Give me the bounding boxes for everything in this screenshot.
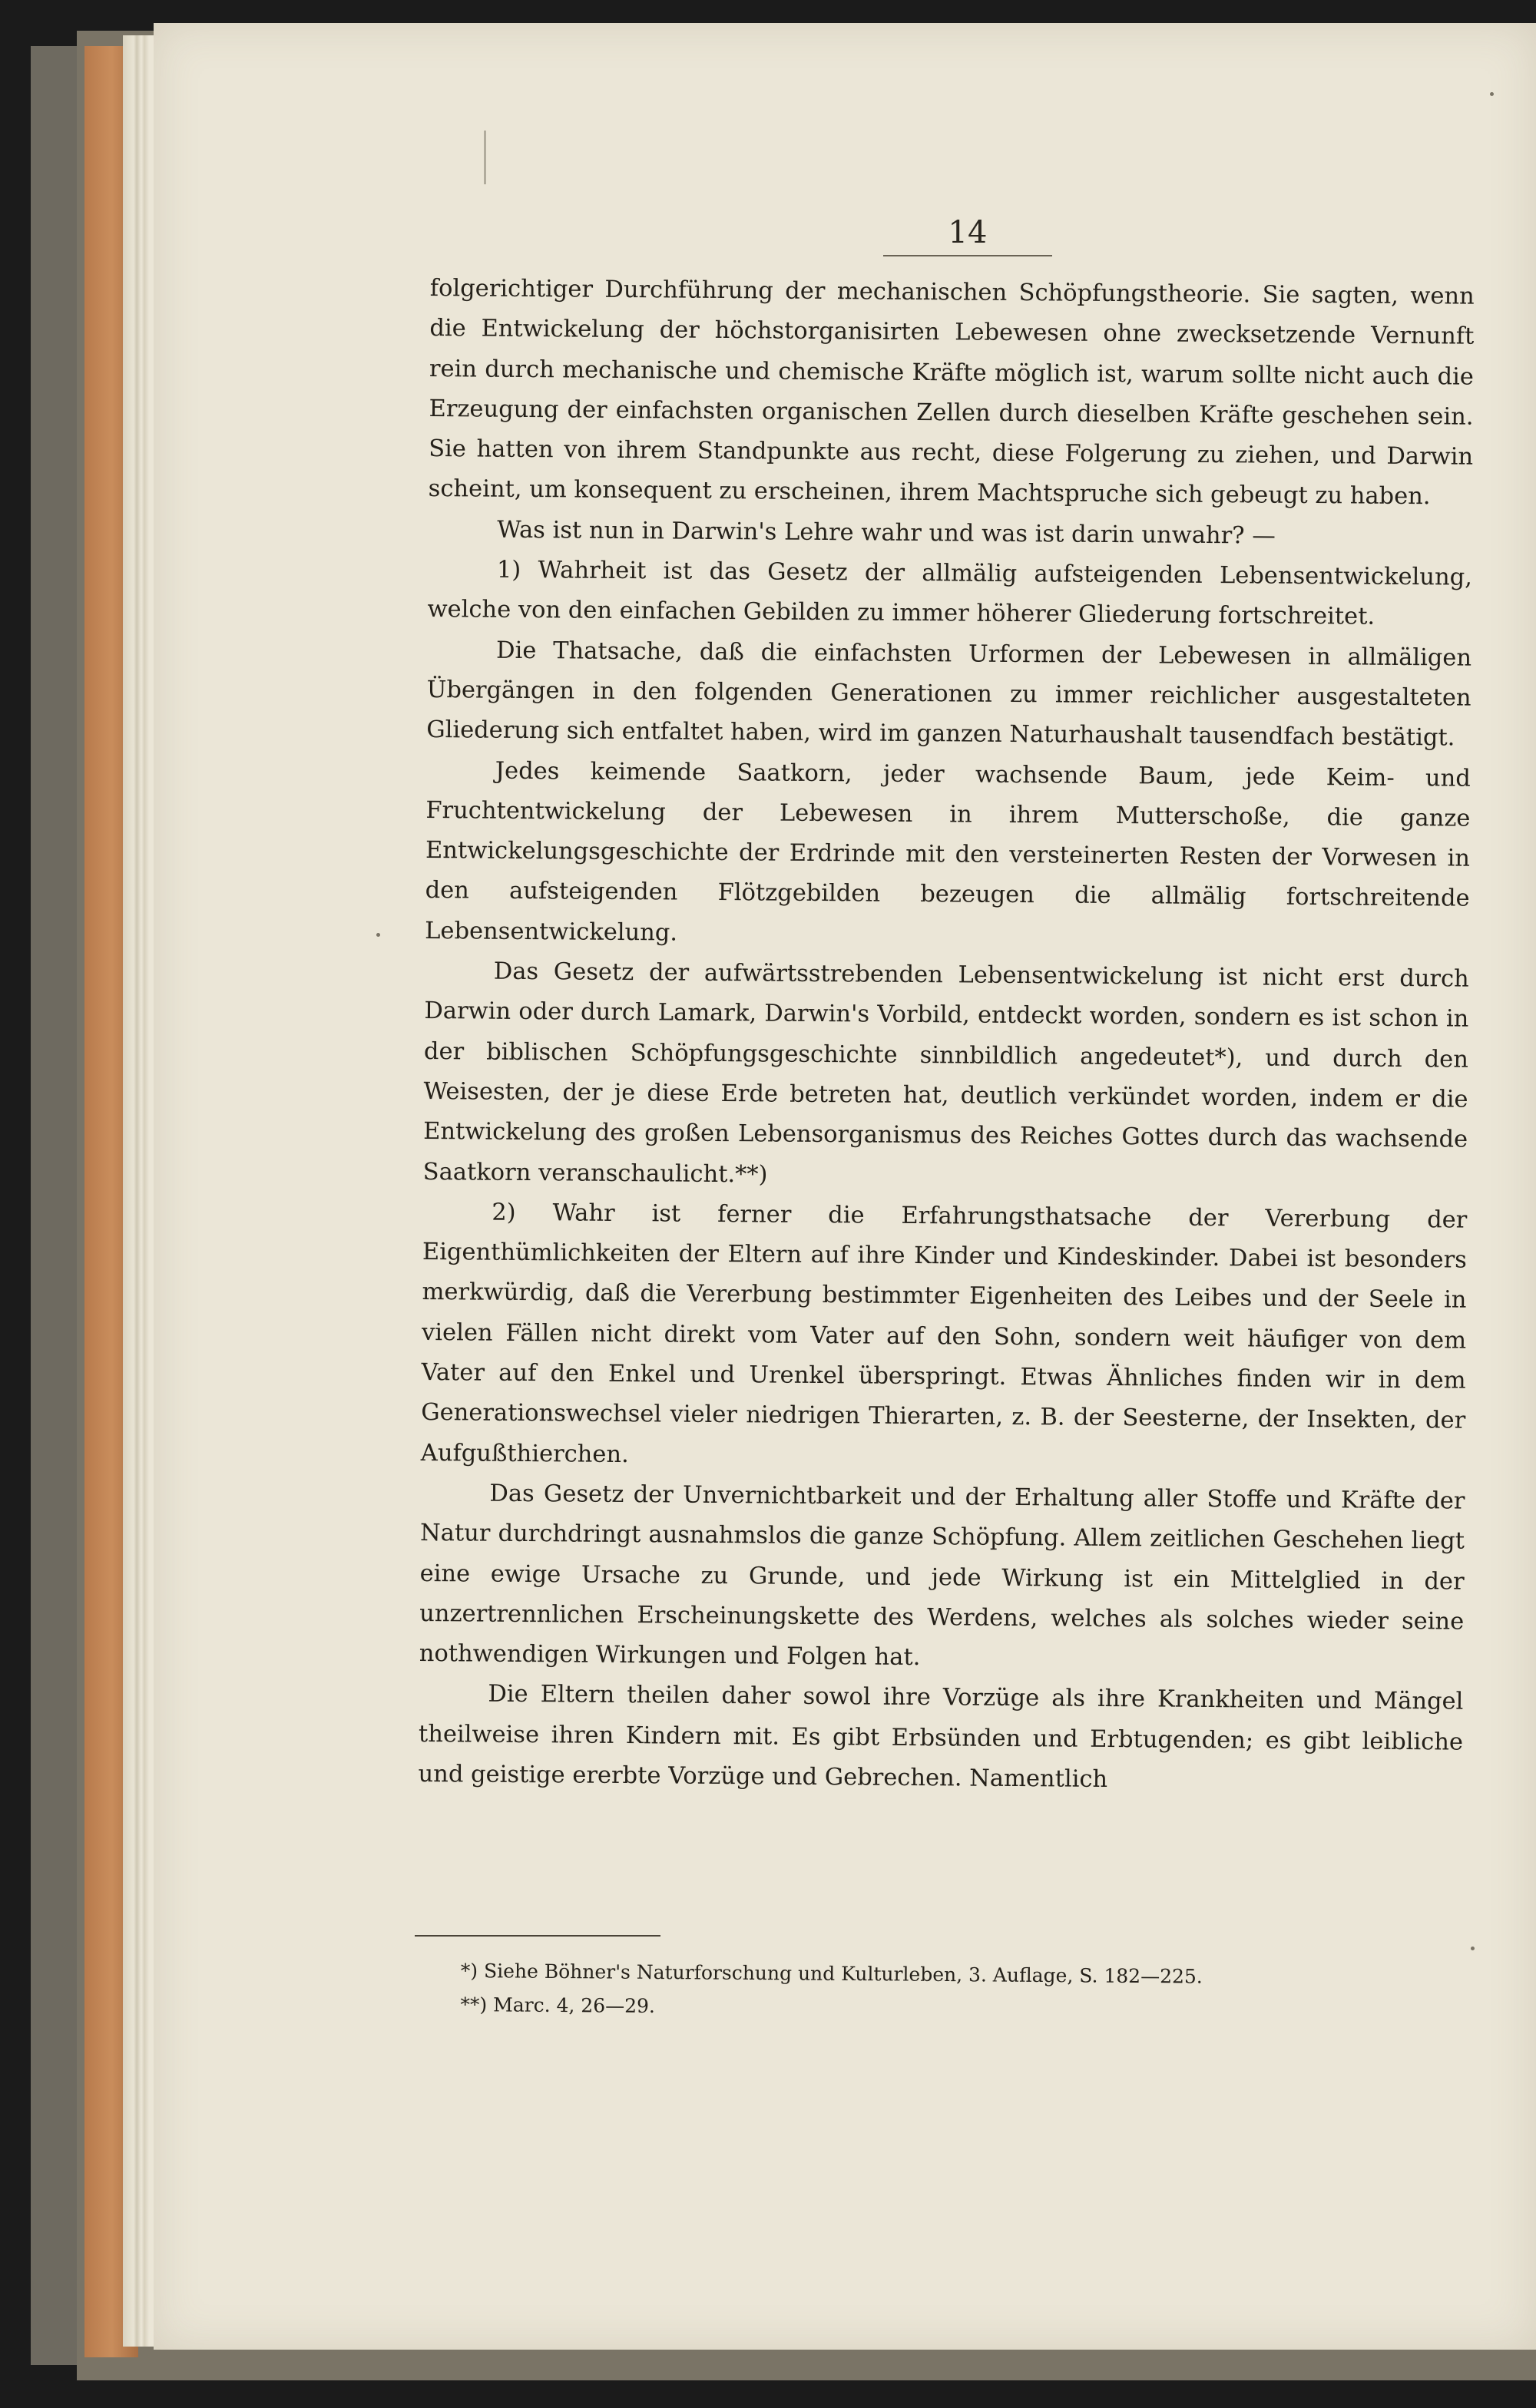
paragraph: 2) Wahr ist ferner die Erfahrungsthatsache der Vererbung der Eigenthümlichkeiten der Eltern auf ihre Kinder und Kindeskinder. Dabei ist besonders merkwürdig, daß die Vererbung bestimmter Eigenheiten des Leibes und der Seele in vielen Fällen nicht direkt vom Vater auf den Sohn, sondern weit häufiger von dem Vater auf den Enkel und Urenkel überspringt. Etwas Ähnliches finden wir in dem Generationswechsel vieler niedrigen Thierarten, z. B. der Seesterne, der Insekten, der Aufgußthierchen.	[420, 1199, 1468, 1468]
footnote-rule	[415, 1935, 660, 1937]
paragraph: Das Gesetz der Unvernichtbarkeit und der Erhaltung aller Stoffe und Kräfte der Natur durchdringt ausnahmslos die ganze Schöpfung. Allem zeitlichen Geschehen liegt eine ewige Ursache zu Grunde, und jede Wirkung ist ein Mittelglied in der unzertrennlichen Erscheinungskette des Werdens, welches als solches wieder seine nothwendigen Wirkungen und Folgen hat.	[419, 1480, 1465, 1672]
paragraph: Was ist nun in Darwin's Lehre wahr und was ist darin unwahr? —	[497, 516, 1276, 550]
paragraph: Die Thatsache, daß die einfachsten Urformen der Lebewesen in allmäligen Übergängen in den folgenden Generationen zu immer reichlicher ausgestalteten Gliederung sich entfaltet haben, wird im ganzen Naturhaushalt tausendfach bestätigt.	[426, 637, 1472, 752]
page-speck	[1490, 92, 1494, 96]
paragraph: 1) Wahrheit ist das Gesetz der allmälig aufsteigenden Lebensentwickelung, welche von den einfachen Gebilden zu immer höherer Gliederung fortschreitet.	[427, 556, 1473, 631]
page-speck	[376, 933, 380, 937]
footnotes	[460, 1954, 1428, 2029]
page-speck	[1471, 1947, 1475, 1950]
page-number: 14	[948, 215, 988, 250]
page-number-rule	[883, 255, 1052, 256]
footnote: **) Marc. 4, 26—29.	[460, 1993, 656, 2017]
paragraph: folgerichtiger Durchführung der mechanischen Schöpfungstheorie. Sie sagten, wenn die Entwickelung der höchstorganisirten Lebewesen ohne zwecksetzende Vernunft rein durch mechanische und chemische Kräfte möglich ist, warum sollte nicht auch die Erzeugung der einfachsten organischen Zellen durch dieselben Kräfte geschehen sein. Sie hatten von ihrem Standpunkte aus recht, diese Folgerung zu ziehen, und Darwin scheint, um konsequent zu erscheinen, ihrem Machtspruche sich gebeugt zu haben.	[428, 274, 1475, 511]
footnote: *) Siehe Böhner's Naturforschung und Kulturleben, 3. Auflage, S. 182—225.	[460, 1959, 1203, 1988]
paragraph: Jedes keimende Saatkorn, jeder wachsende Baum, jede Keim- und Fruchtentwickelung der Lebewesen in ihrem Mutterschoße, die ganze Entwickelungsgeschichte der Erdrinde mit den versteinerten Resten der Vorwesen in den aufsteigenden Flötzgebilden bezeugen die allmälig fortschreitende Lebensentwickelung.	[425, 757, 1471, 947]
paragraph: Das Gesetz der aufwärtsstrebenden Lebensentwickelung ist nicht erst durch Darwin oder durch Lamark, Darwin's Vorbild, entdeckt worden, sondern es ist schon in der biblischen Schöpfungsgeschichte sinnbildlich angedeutet*), und durch den Weisesten, der je diese Erde betreten hat, deutlich verkündet worden, indem er die Entwickelung des großen Lebensorganismus des Reiches Gottes durch das wachsende Saatkorn veranschaulicht.**)	[422, 958, 1469, 1189]
pencil-mark	[484, 131, 486, 184]
paragraph: Die Eltern theilen daher sowol ihre Vorzüge als ihre Krankheiten und Mängel theilweise ihren Kindern mit. Es gibt Erbsünden und Erbtugenden; es gibt leibliche und geistige ererbte Vorzüge und Gebrechen. Namentlich	[418, 1681, 1464, 1793]
body-text	[418, 269, 1475, 1803]
